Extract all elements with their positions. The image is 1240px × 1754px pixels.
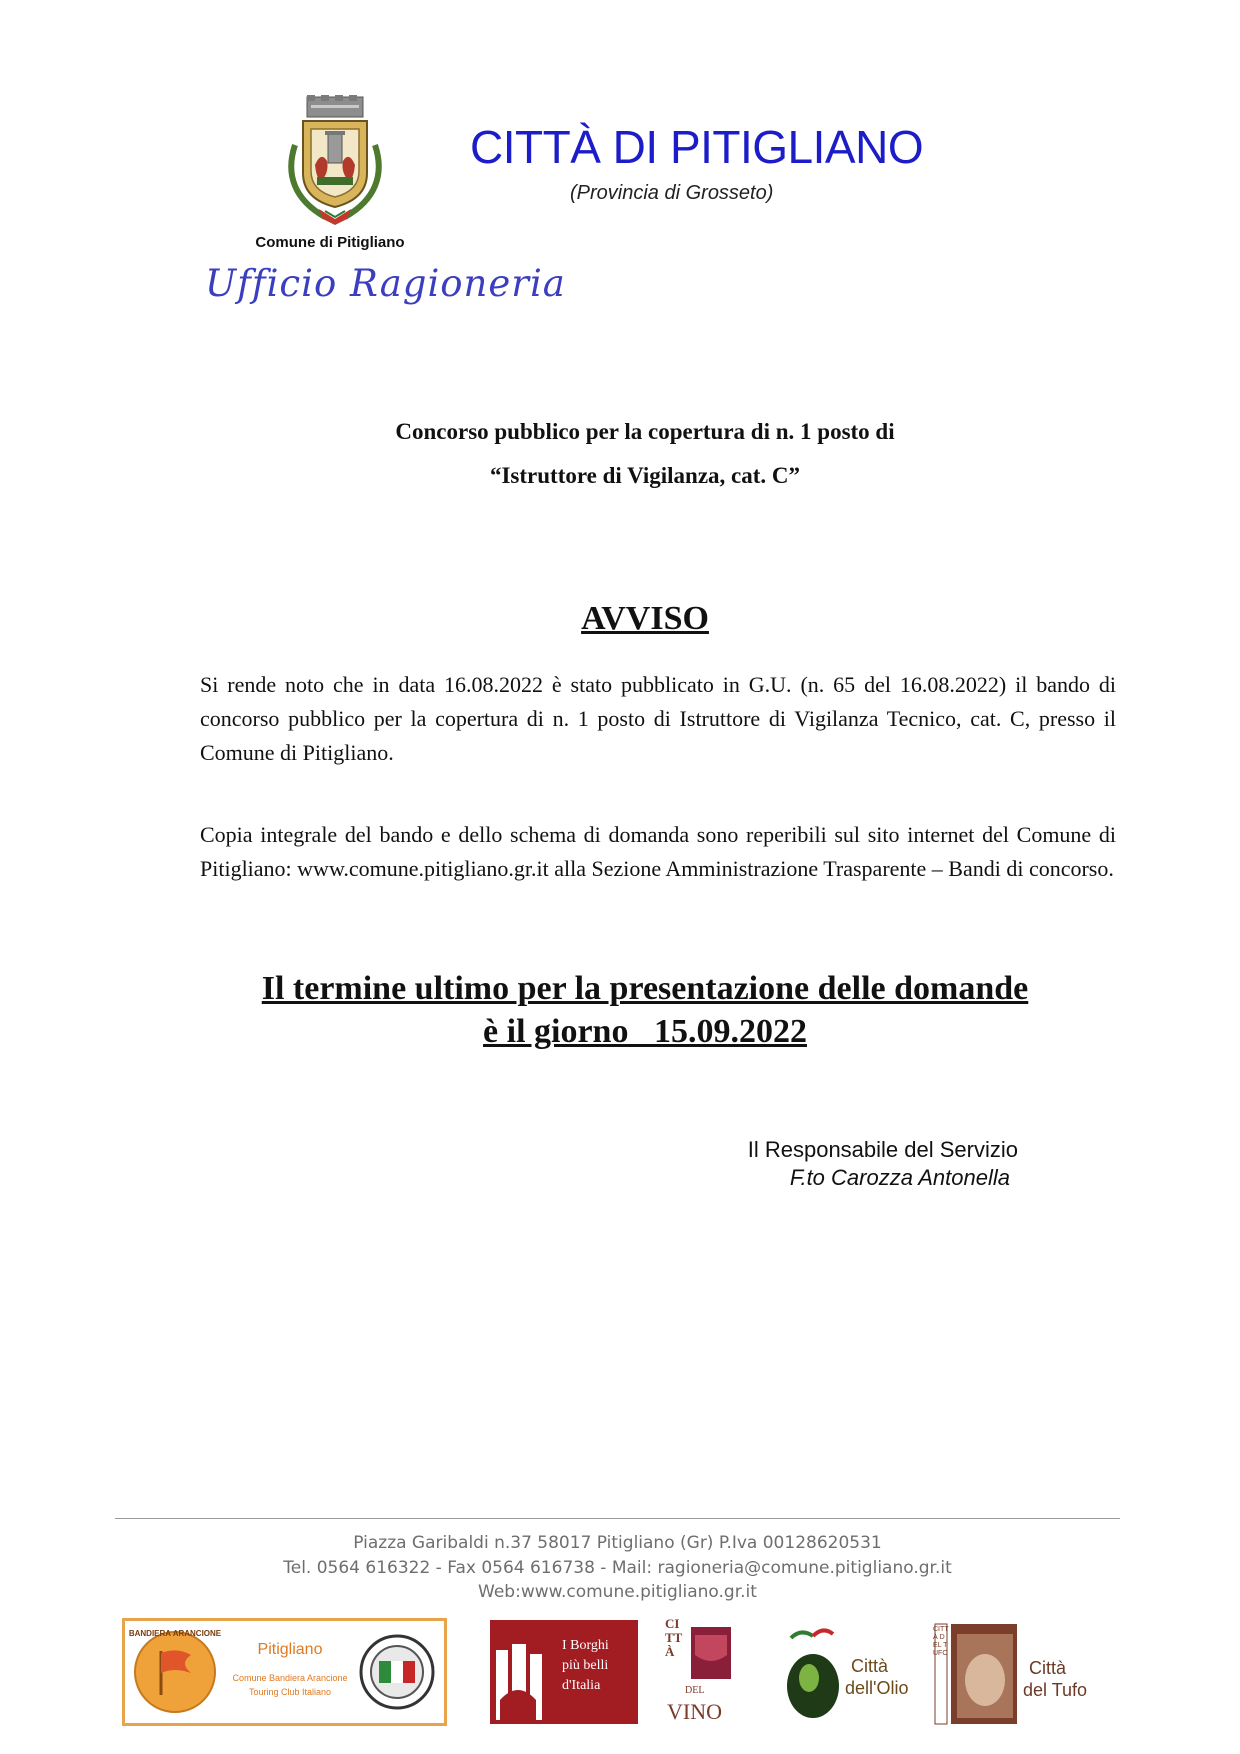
tufo-side-text: CITTÀ DEL TUFO — [933, 1626, 949, 1657]
footer-contacts: Tel. 0564 616322 - Fax 0564 616738 - Mail: ragioneria@comune.pitigliano.gr.it — [283, 1558, 952, 1578]
vino-text-1: CITTÀ — [665, 1616, 683, 1659]
competition-heading-line-1: Concorso pubblico per la copertura di n. 1 posto di — [395, 419, 895, 444]
deadline-line-2: è il giorno 15.09.2022 — [483, 1013, 807, 1050]
olio-text-2: dell'Olio — [845, 1678, 909, 1698]
borghi-text-1: I Borghi — [562, 1638, 609, 1653]
bandiera-badge-text: BANDIERA ARANCIONE — [128, 1629, 222, 1638]
competition-heading-line-2: “Istruttore di Vigilanza, cat. C” — [489, 463, 801, 488]
notice-paragraph-1: Si rende noto che in data 16.08.2022 è stato pubblicato in G.U. (n. 65 del 16.08.2022) il bando di concorso pubblico per la copertura di n. 1 posto di Istruttore di Vigilanza Tecnico, cat. C, presso il Comune di Pitigliano. — [200, 672, 1116, 765]
notice-paragraph-2: Copia integrale del bando e dello schema di domanda sono reperibili sul sito internet del Comune di Pitigliano: www.comune.pitigliano.gr.it alla Sezione Amministrazione Trasparente – Bandi di concorso. — [200, 822, 1116, 881]
coat-of-arms-icon — [285, 95, 385, 227]
comune-label: Comune di Pitigliano — [255, 234, 405, 251]
office-signature-script: Ufficio Ragioneria — [205, 262, 566, 305]
bandiera-arancione-logo — [122, 1618, 447, 1726]
citta-del-vino-logo — [665, 1615, 740, 1730]
citta-del-tufo-logo — [933, 1620, 1088, 1728]
city-title: CITTÀ DI PITIGLIANO — [470, 121, 924, 173]
footer-website: Web:www.comune.pitigliano.gr.it — [478, 1582, 757, 1602]
signatory-name: F.to Carozza Antonella — [789, 1165, 1010, 1190]
bandiera-subtitle-1: Comune Bandiera Arancione — [232, 1673, 348, 1683]
footer-divider — [115, 1518, 1120, 1519]
tufo-text-2: del Tufo — [1023, 1680, 1088, 1700]
borghi-piu-belli-logo — [490, 1620, 638, 1724]
vino-text-2: DEL — [685, 1685, 705, 1696]
province-subtitle: (Provincia di Grosseto) — [570, 182, 774, 204]
signatory-role: Il Responsabile del Servizio — [747, 1137, 1018, 1162]
vino-text-3: VINO — [667, 1699, 722, 1724]
bandiera-subtitle-2: Touring Club Italiano — [248, 1687, 332, 1697]
borghi-text-2: più belli — [562, 1658, 609, 1673]
bandiera-title: Pitigliano — [257, 1641, 323, 1658]
notice-title: AVVISO — [581, 600, 709, 637]
deadline-line-1: Il termine ultimo per la presentazione delle domande — [261, 970, 1029, 1007]
borghi-text-3: d'Italia — [562, 1678, 601, 1693]
footer-address: Piazza Garibaldi n.37 58017 Pitigliano (Gr) P.Iva 00128620531 — [353, 1533, 882, 1553]
citta-dell-olio-logo — [773, 1618, 913, 1728]
olio-text-1: Città — [851, 1656, 889, 1676]
tufo-text-1: Città — [1029, 1658, 1067, 1678]
